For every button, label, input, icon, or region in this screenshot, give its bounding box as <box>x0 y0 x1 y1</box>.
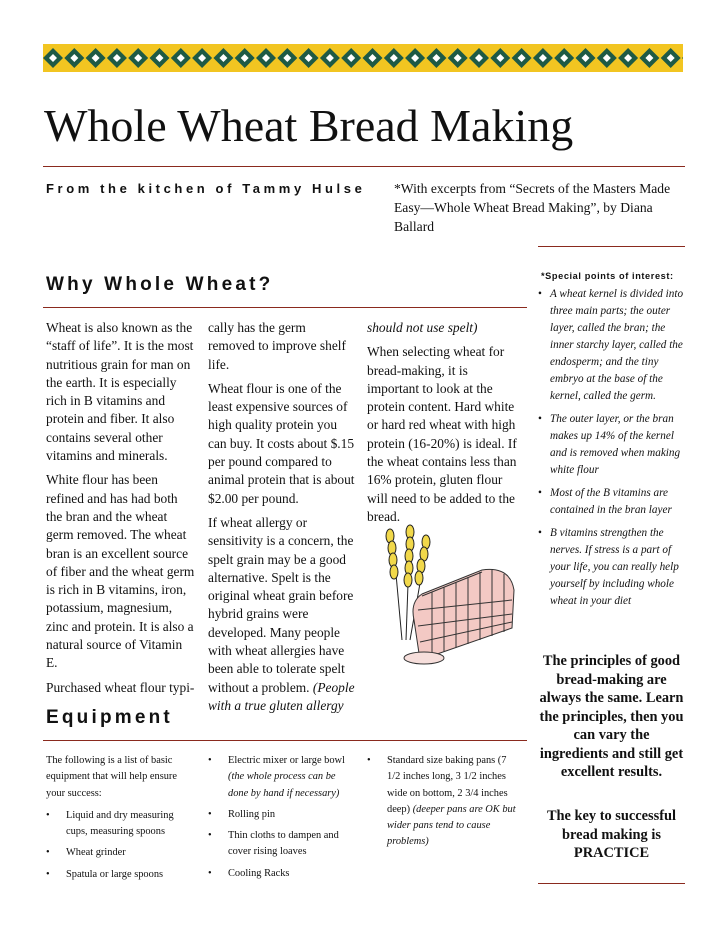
list-item: • Most of the B vitamins are contained in the bran layer <box>538 487 672 516</box>
bullet-icon: • <box>208 830 212 842</box>
gluten-note: (People with a true gluten allergy <box>208 679 355 713</box>
why-heading: Why Whole Wheat? <box>46 274 274 295</box>
list-item: • B vitamins strengthen the nerves. If stress is a part of your life, you can really help yourself by including whole wheat in your diet <box>538 527 679 607</box>
paragraph: Purchased wheat flour typi- <box>46 679 195 695</box>
page-title: Whole Wheat Bread Making <box>44 100 574 151</box>
why-column-2 <box>208 319 355 721</box>
bullet-icon: • <box>208 867 212 879</box>
list-item: • Wheat grinder <box>46 845 194 861</box>
bullet-icon: • <box>46 809 50 821</box>
why-rule <box>43 307 527 308</box>
equipment-intro: The following is a list of basic equipment that will help ensure your success: <box>46 755 178 799</box>
list-item: • Electric mixer or large bowl (the whole process can be done by hand if necessary) <box>208 755 345 799</box>
equipment-heading: Equipment <box>46 707 173 728</box>
bullet-icon: • <box>367 755 371 766</box>
spelt-note: should not use spelt) <box>367 320 478 335</box>
border-diamond <box>682 48 683 68</box>
excerpt-credit: *With excerpts from “Secrets of the Masters Made Easy—Whole Wheat Bread Making”, by Diana Ballard <box>394 181 671 234</box>
sidebar-rule-bottom <box>538 883 685 884</box>
bullet-icon: • <box>46 847 50 859</box>
equipment-rule <box>43 740 527 741</box>
equipment-column-3 <box>367 753 519 856</box>
principles-quote: The principles of good bread-making are always the same. Learn the principles, then you can vary the ingredients and still get excellent results. <box>539 653 684 780</box>
points-of-interest-list <box>538 286 684 616</box>
bullet-icon: • <box>208 808 212 820</box>
bullet-icon: • <box>538 487 542 499</box>
paragraph: When selecting wheat for bread-making, it is important to look at the protein content. Hard white or hard red wheat with high protein (16-20%) is ideal. If the wheat contains less than 16% protein, gluten flour will need to be added to the bread. <box>367 344 517 524</box>
equipment-column-1 <box>46 753 194 888</box>
list-item: • Liquid and dry measuring cups, measuring spoons <box>46 809 174 838</box>
paragraph: cally has the germ removed to improve shelf life. <box>208 320 346 372</box>
list-item: • Rolling pin <box>208 807 358 823</box>
equipment-column-2 <box>208 753 358 887</box>
title-rule <box>43 166 685 167</box>
list-item: • The outer layer, or the bran makes up 14% of the kernel and is removed when making white flour <box>538 413 681 476</box>
paragraph: Wheat is also known as the “staff of life”. It is the most nutritious grain for man on the earth. It is especially rich in B vitamins and protein and fiber. It also contains several other vitamins and minerals. <box>46 320 194 464</box>
paragraph: Wheat flour is one of the least expensive sources of high quality protein you can buy. It costs about $.15 per pound compared to animal protein that is about $2.00 per pound. <box>208 380 355 506</box>
bullet-icon: • <box>538 527 542 539</box>
sidebar-heading: *Special points of interest: <box>541 271 674 281</box>
paragraph: White flour has been refined and has had both the bran and the wheat germ removed. The wheat bran is an excellent source of fiber and the wheat germ is rich in B vitamins, iron, potassium, magnesium, zinc and protein. It is also a natural source of Vitamin E. <box>46 472 195 671</box>
list-item: • A wheat kernel is divided into three main parts; the outer layer, called the bran; the inner starchy layer, called the endosperm; and the tiny embryo at the base of the kernel, called the germ. <box>538 288 684 402</box>
paragraph <box>367 319 517 337</box>
why-column-3 <box>367 319 517 532</box>
list-item: • Cooling Racks <box>208 866 358 882</box>
paragraph-text: If wheat allergy or sensitivity is a concern, the spelt grain may be a good alternative. Spelt is the original wheat grain before hybrid grains were developed. Many people with wheat allergies have been able to tolerate spelt without a problem. <box>208 514 354 695</box>
bullet-icon: • <box>538 413 542 425</box>
byline: From the kitchen of Tammy Hulse <box>46 181 366 196</box>
decorative-border <box>43 44 683 72</box>
practice-quote: The key to successful bread making is PRACTICE <box>546 808 677 861</box>
list-item: • Spatula or large spoons <box>46 867 194 883</box>
diamond-pattern <box>43 44 683 72</box>
wheat-bread-illustration <box>362 510 528 670</box>
why-column-1 <box>46 319 196 703</box>
list-item: • Thin cloths to dampen and cover rising loaves <box>208 830 339 858</box>
bullet-icon: • <box>208 755 212 766</box>
bullet-icon: • <box>538 288 542 300</box>
paragraph <box>208 514 355 715</box>
sidebar-rule-top <box>538 246 685 247</box>
bullet-icon: • <box>46 868 50 880</box>
list-item: • Standard size baking pans (7 1/2 inches long, 3 1/2 inches wide on bottom, 2 3/4 inches deep) (deeper pans are OK but wider pans tend to cause problems) <box>367 755 516 848</box>
